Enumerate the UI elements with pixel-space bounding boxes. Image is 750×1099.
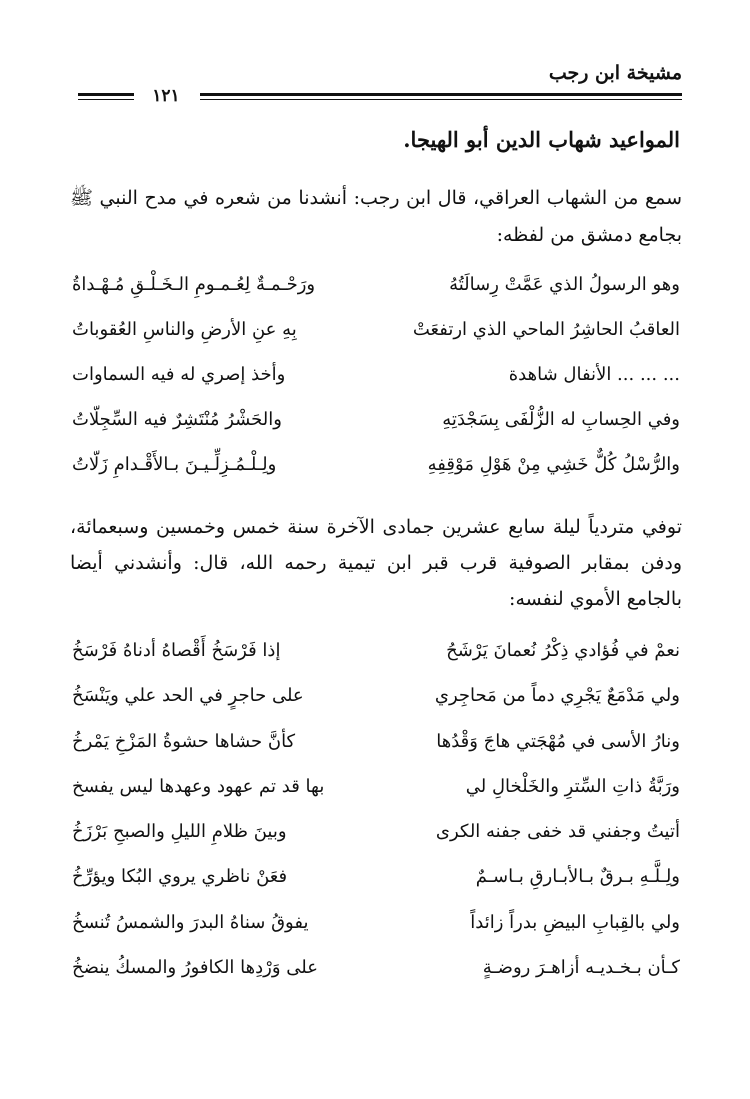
verse-first-hemistich: وهو الرسولُ الذي عَمَّتْ رِسالَتُهُ (449, 274, 680, 295)
verse-second-hemistich: على وَرْدِها الكافورُ والمسكُ ينضخُ (72, 957, 318, 979)
verse-line (70, 266, 682, 311)
verse-first-hemistich: ولي بالقِبابِ البيضِ بدراً زائداً (470, 911, 680, 933)
verse-first-hemistich: ورَبَّةُ ذاتِ السِّترِ والخَلْخالِ لي (465, 775, 680, 797)
verse-second-hemistich: والحَشْرُ مُنْتَشِرٌ فيه السِّجِلّاتُ (72, 409, 282, 430)
verse-second-hemistich: يفوقُ سناهُ البدرَ والشمسُ تُنسخُ (72, 911, 309, 933)
verse-second-hemistich: بها قد تم عهود وعهدها ليس يفسخ (72, 775, 325, 797)
verse-first-hemistich: والرُّسْلُ كُلٌّ خَشِي مِنْ هَوْلِ مَوْقِفِهِ (427, 454, 680, 475)
verse-line (70, 311, 682, 356)
verse-first-hemistich: أتيتُ وجفني قد خفى جفنه الكرى (435, 821, 680, 843)
page-number: ١٢١ (152, 86, 180, 106)
verse-line (70, 446, 682, 491)
verse-second-hemistich: ولِـلْـمُـزِلِّـيـنَ بـالأَقْـدامِ زَلّاتُ (72, 454, 277, 475)
header-rule-left-thick (78, 93, 134, 96)
verse-second-hemistich: كأنَّ حشاها حشوةُ المَزْخِ يَمْرخُ (72, 730, 296, 752)
running-title: مشيخة ابن رجب (548, 62, 682, 84)
verse-first-hemistich: ... ... ... الأنفال شاهدة (508, 364, 680, 385)
poem-2 (70, 632, 682, 994)
verse-line (70, 949, 682, 994)
verse-line (70, 677, 682, 722)
poem-1 (70, 266, 682, 491)
verse-second-hemistich: بِهِ عنِ الأرضِ والناسِ العُقوباتُ (72, 319, 297, 340)
verse-first-hemistich: كـأن بـخـديـه أزاهـرَ روضـةٍ (482, 957, 680, 979)
verse-first-hemistich: وفي الحِسابِ له الزُّلْفَى بِسَجْدَتِهِ (442, 409, 680, 430)
verse-line (70, 723, 682, 768)
verse-line (70, 858, 682, 903)
verse-second-hemistich: وأخذ إصري له فيه السماوات (72, 364, 286, 385)
verse-second-hemistich: إذا فَرْسَخُ أَقْصاهُ أدناهُ فَرْسَخُ (72, 640, 281, 661)
intro-paragraph: سمع من الشهاب العراقي، قال ابن رجب: أنشدنا من شعره في مدح النبي ﷺ بجامع دمشق من لفظه: (70, 187, 682, 246)
verse-line (70, 813, 682, 858)
verse-first-hemistich: ونارُ الأسى في مُهْجَتي هاجَ وَقْدُها (436, 730, 680, 752)
verse-second-hemistich: فعَنْ ناظري يروي البُكا ويؤرِّخُ (72, 866, 288, 888)
verse-line (70, 401, 682, 446)
verse-line (70, 356, 682, 401)
verse-line (70, 632, 682, 677)
header-rule-left-thin (78, 99, 134, 100)
header-rule-thin (200, 99, 682, 100)
verse-first-hemistich: العاقبُ الحاشِرُ الماحي الذي ارتفعَتْ (412, 319, 680, 340)
header-rule-thick (200, 93, 682, 96)
verse-line (70, 768, 682, 813)
verse-second-hemistich: وبينَ ظلامِ الليلِ والصبحِ بَرْزَخُ (72, 821, 287, 843)
verse-first-hemistich: ولي مَدْمَعٌ يَجْرِي دماً من مَحاجِري (434, 685, 680, 707)
verse-second-hemistich: ورَحْـمـةٌ لِعُـمـومِ الـخَـلْـقِ مُـهْـداةُ (72, 274, 316, 295)
verse-line (70, 904, 682, 949)
entry-heading: المواعيد شهاب الدين أبو الهيجا. (403, 127, 680, 152)
verse-first-hemistich: ولِـلَّـهِ بـرقٌ بـالأبـارقِ بـاسـمٌ (475, 866, 680, 888)
death-paragraph: توفي متردياً ليلة سابع عشرين جمادى الآخرة سنة خمس وخمسين وسبعمائة، ودفن بمقابر الصوفية قرب قبر ابن تيمية رحمه الله، قال: وأنشدني أيضا بالجامع الأموي لنفسه: (70, 516, 682, 610)
page-header (78, 58, 682, 108)
verse-second-hemistich: على حاجرٍ في الحد علي ويَنْسَخُ (72, 685, 304, 707)
verse-first-hemistich: نعمْ في فُؤادي ذِكْرُ نُعمانَ يَرْشَحُ (446, 640, 680, 661)
